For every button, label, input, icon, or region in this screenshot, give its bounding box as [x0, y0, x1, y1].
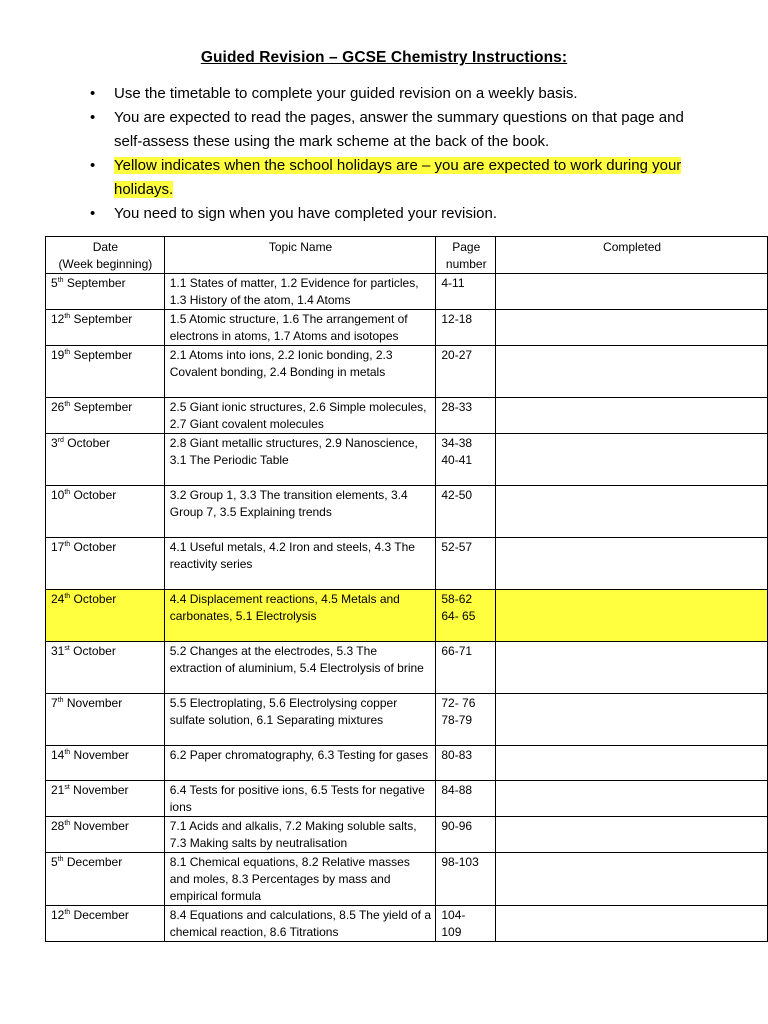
date-month: October [73, 592, 117, 606]
header-page-number: Page number [436, 237, 496, 274]
page-number-cell: 20-27 [436, 346, 496, 398]
date-ordinal-suffix: th [64, 541, 71, 548]
week-beginning-cell [46, 346, 165, 398]
week-beginning-cell [46, 538, 165, 590]
date-month: September [73, 348, 133, 362]
topic-name-cell: 2.8 Giant metallic structures, 2.9 Nanoscience, 3.1 The Periodic Table [164, 434, 436, 486]
page-title: Guided Revision – GCSE Chemistry Instructions: [200, 49, 568, 66]
date-day: 14 [51, 748, 65, 762]
instruction-text: You are expected to read the pages, answer the summary questions on that page and self-assess these using the mark scheme at the back of the book. [114, 109, 684, 150]
date-day: 24 [51, 592, 65, 606]
topic-name-cell: 6.2 Paper chromatography, 6.3 Testing for gases [164, 746, 436, 781]
completed-signature-cell[interactable] [496, 346, 768, 398]
table-row [46, 906, 768, 942]
week-beginning-cell [46, 310, 165, 346]
table-row [46, 486, 768, 538]
topic-name-cell: 8.4 Equations and calculations, 8.5 The yield of a chemical reaction, 8.6 Titrations [164, 906, 436, 942]
week-beginning-cell [46, 906, 165, 942]
completed-signature-cell[interactable] [496, 538, 768, 590]
page-number-cell: 84-88 [436, 781, 496, 817]
week-beginning-cell [46, 590, 165, 642]
table-row [46, 590, 768, 642]
date-day: 12 [51, 312, 65, 326]
table-row [46, 817, 768, 853]
date-day: 21 [51, 783, 65, 797]
date-day: 5 [51, 276, 58, 290]
date-month: November [73, 783, 129, 797]
week-beginning-cell [46, 274, 165, 310]
date-month: October [73, 540, 117, 554]
date-ordinal-suffix: th [57, 697, 64, 704]
date-ordinal-suffix: st [64, 784, 70, 791]
date-day: 17 [51, 540, 65, 554]
date-ordinal-suffix: th [64, 593, 71, 600]
completed-signature-cell[interactable] [496, 642, 768, 694]
completed-signature-cell[interactable] [496, 817, 768, 853]
revision-timetable [45, 236, 768, 942]
completed-signature-cell[interactable] [496, 590, 768, 642]
table-row [46, 538, 768, 590]
week-beginning-cell [46, 642, 165, 694]
date-ordinal-suffix: st [64, 645, 70, 652]
completed-signature-cell[interactable] [496, 434, 768, 486]
page-number-cell: 28-33 [436, 398, 496, 434]
topic-name-cell: 4.4 Displacement reactions, 4.5 Metals and carbonates, 5.1 Electrolysis [164, 590, 436, 642]
date-ordinal-suffix: th [64, 313, 71, 320]
page-number-cell: 66-71 [436, 642, 496, 694]
table-row [46, 310, 768, 346]
week-beginning-cell [46, 781, 165, 817]
page-number-cell: 80-83 [436, 746, 496, 781]
date-month: November [66, 696, 123, 710]
week-beginning-cell [46, 746, 165, 781]
topic-name-cell: 2.5 Giant ionic structures, 2.6 Simple molecules, 2.7 Giant covalent molecules [164, 398, 436, 434]
table-row [46, 346, 768, 398]
date-month: November [73, 748, 129, 762]
week-beginning-cell [46, 853, 165, 906]
table-row [46, 781, 768, 817]
page-number-cell: 4-11 [436, 274, 496, 310]
table-row [46, 853, 768, 906]
week-beginning-cell [46, 434, 165, 486]
date-day: 12 [51, 908, 65, 922]
topic-name-cell: 1.5 Atomic structure, 1.6 The arrangement of electrons in atoms, 1.7 Atoms and isotopes [164, 310, 436, 346]
instruction-item [90, 202, 710, 226]
table-row [46, 434, 768, 486]
completed-signature-cell[interactable] [496, 274, 768, 310]
table-row [46, 274, 768, 310]
date-day: 28 [51, 819, 65, 833]
date-ordinal-suffix: th [64, 401, 71, 408]
table-body [46, 274, 768, 942]
date-ordinal-suffix: th [64, 349, 71, 356]
completed-signature-cell[interactable] [496, 906, 768, 942]
table-header-row [46, 237, 768, 274]
header-topic: Topic Name [164, 237, 436, 274]
date-ordinal-suffix: th [64, 909, 71, 916]
week-beginning-cell [46, 817, 165, 853]
instruction-text: Use the timetable to complete your guided revision on a weekly basis. [114, 85, 578, 102]
table-row [46, 746, 768, 781]
completed-signature-cell[interactable] [496, 398, 768, 434]
page-number-cell: 72- 76 78-79 [436, 694, 496, 746]
page-number-cell: 104- 109 [436, 906, 496, 942]
date-day: 3 [51, 436, 58, 450]
page-number-cell: 52-57 [436, 538, 496, 590]
page-number-cell: 90-96 [436, 817, 496, 853]
date-month: October [67, 436, 110, 450]
header-completed: Completed [496, 237, 768, 274]
completed-signature-cell[interactable] [496, 853, 768, 906]
date-ordinal-suffix: th [64, 489, 71, 496]
completed-signature-cell[interactable] [496, 486, 768, 538]
date-month: December [73, 908, 129, 922]
table-row [46, 642, 768, 694]
completed-signature-cell[interactable] [496, 781, 768, 817]
topic-name-cell: 8.1 Chemical equations, 8.2 Relative masses and moles, 8.3 Percentages by mass and empirical formula [164, 853, 436, 906]
date-month: September [73, 312, 133, 326]
date-month: September [73, 400, 133, 414]
topic-name-cell: 3.2 Group 1, 3.3 The transition elements, 3.4 Group 7, 3.5 Explaining trends [164, 486, 436, 538]
week-beginning-cell [46, 398, 165, 434]
date-month: October [73, 488, 117, 502]
date-day: 19 [51, 348, 65, 362]
topic-name-cell: 5.5 Electroplating, 5.6 Electrolysing copper sulfate solution, 6.1 Separating mixtures [164, 694, 436, 746]
table-row [46, 398, 768, 434]
date-day: 26 [51, 400, 65, 414]
instruction-item [90, 106, 710, 154]
date-month: October [73, 644, 116, 658]
page-number-cell: 98-103 [436, 853, 496, 906]
date-ordinal-suffix: th [64, 749, 71, 756]
topic-name-cell: 7.1 Acids and alkalis, 7.2 Making soluble salts, 7.3 Making salts by neutralisation [164, 817, 436, 853]
week-beginning-cell [46, 694, 165, 746]
instruction-item [90, 154, 710, 202]
topic-name-cell: 1.1 States of matter, 1.2 Evidence for particles, 1.3 History of the atom, 1.4 Atoms [164, 274, 436, 310]
topic-name-cell: 5.2 Changes at the electrodes, 5.3 The extraction of aluminium, 5.4 Electrolysis of brine [164, 642, 436, 694]
date-ordinal-suffix: th [57, 856, 64, 863]
date-ordinal-suffix: th [64, 820, 71, 827]
date-day: 5 [51, 855, 58, 869]
page-number-cell: 42-50 [436, 486, 496, 538]
topic-name-cell: 4.1 Useful metals, 4.2 Iron and steels, 4.3 The reactivity series [164, 538, 436, 590]
completed-signature-cell[interactable] [496, 310, 768, 346]
header-date: Date (Week beginning) [46, 237, 165, 274]
date-day: 10 [51, 488, 65, 502]
date-day: 7 [51, 696, 58, 710]
instruction-text: You need to sign when you have completed your revision. [114, 205, 498, 222]
page-number-cell: 58-62 64- 65 [436, 590, 496, 642]
instruction-list [90, 82, 710, 226]
instruction-text: Yellow indicates when the school holidays are – you are expected to work during your holidays. [114, 157, 682, 198]
topic-name-cell: 6.4 Tests for positive ions, 6.5 Tests for negative ions [164, 781, 436, 817]
completed-signature-cell[interactable] [496, 694, 768, 746]
date-month: September [66, 276, 126, 290]
page-number-cell: 12-18 [436, 310, 496, 346]
page-number-cell: 34-38 40-41 [436, 434, 496, 486]
week-beginning-cell [46, 486, 165, 538]
table-row [46, 694, 768, 746]
date-month: November [73, 819, 129, 833]
completed-signature-cell[interactable] [496, 746, 768, 781]
date-day: 31 [51, 644, 65, 658]
topic-name-cell: 2.1 Atoms into ions, 2.2 Ionic bonding, 2.3 Covalent bonding, 2.4 Bonding in metals [164, 346, 436, 398]
date-month: December [66, 855, 123, 869]
date-ordinal-suffix: rd [57, 437, 64, 444]
instruction-item [90, 82, 710, 106]
date-ordinal-suffix: th [57, 277, 64, 284]
